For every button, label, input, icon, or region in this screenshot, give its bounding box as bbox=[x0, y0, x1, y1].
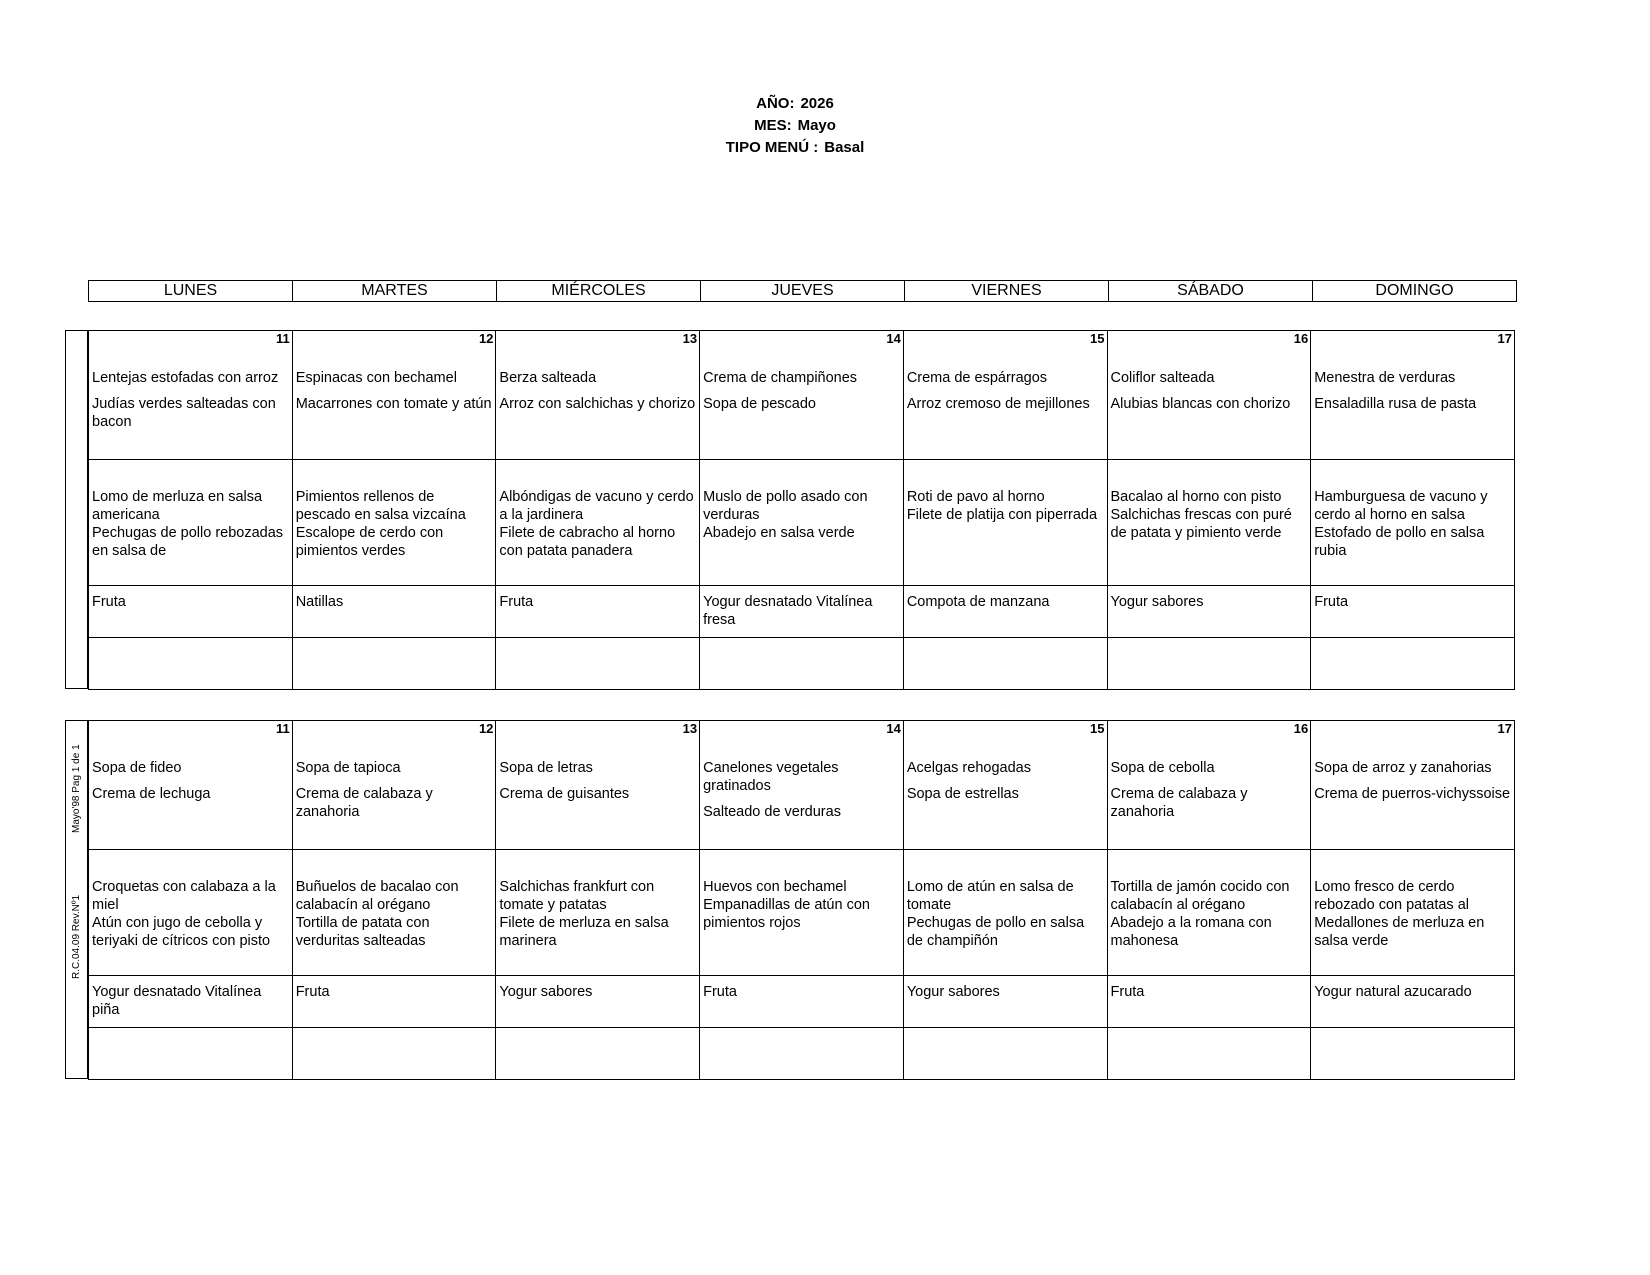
second-course-alt-dish: Tortilla de patata con verduritas salteadas bbox=[295, 915, 430, 949]
second-course-dish: Hamburguesa de vacuno y cerdo al horno en salsa bbox=[1314, 489, 1488, 523]
day-number: 13 bbox=[682, 331, 698, 346]
second-course-alt-dish: Abadejo a la romana con mahonesa bbox=[1110, 915, 1272, 949]
first-course-alt-dish: Crema de calabaza y zanahoria bbox=[1110, 786, 1248, 820]
second-course-cell bbox=[496, 850, 700, 976]
second-course-dish: Lomo fresco de cerdo rebozado con patatas al bbox=[1314, 879, 1469, 913]
dessert: Yogur desnatado Vitalínea fresa bbox=[703, 594, 873, 628]
empty-cell bbox=[1311, 638, 1515, 690]
dessert-cell bbox=[496, 586, 700, 638]
dessert-cell bbox=[1107, 976, 1311, 1028]
dessert-cell bbox=[292, 586, 496, 638]
first-course-dish: Acelgas rehogadas bbox=[906, 760, 1031, 776]
first-course-dish: Canelones vegetales gratinados bbox=[703, 760, 839, 794]
dessert-items bbox=[89, 983, 292, 1019]
second-course-items bbox=[1311, 488, 1514, 560]
first-course-cell bbox=[903, 331, 1107, 460]
first-course-alt-dish: Crema de puerros-vichyssoise bbox=[1314, 786, 1511, 802]
dessert: Yogur sabores bbox=[1110, 594, 1204, 610]
second-course-alt-dish: Pechugas de pollo en salsa de champiñón bbox=[906, 915, 1085, 949]
first-course-items bbox=[89, 369, 292, 431]
second-course-alt-dish: Pechugas de pollo rebozadas en salsa de bbox=[92, 525, 284, 559]
month-value: Mayo bbox=[797, 117, 836, 134]
dessert: Fruta bbox=[499, 594, 534, 610]
dessert: Fruta bbox=[703, 984, 737, 1000]
dessert-cell bbox=[903, 976, 1107, 1028]
first-course-items bbox=[700, 759, 903, 821]
dessert-items bbox=[700, 983, 903, 1001]
empty-cell bbox=[89, 638, 293, 690]
dessert: Compota de manzana bbox=[906, 594, 1050, 610]
first-course-cell bbox=[292, 721, 496, 850]
dessert: Fruta bbox=[295, 984, 330, 1000]
dessert-items bbox=[1311, 983, 1514, 1001]
dessert-cell bbox=[700, 586, 904, 638]
dessert-cell bbox=[496, 976, 700, 1028]
dessert-items bbox=[1108, 593, 1311, 611]
first-course-cell bbox=[1311, 721, 1515, 850]
second-course-cell bbox=[903, 850, 1107, 976]
dessert: Yogur sabores bbox=[499, 984, 593, 1000]
first-course-alt-dish: Alubias blancas con chorizo bbox=[1110, 396, 1291, 412]
first-course-cell bbox=[1311, 331, 1515, 460]
second-course-dish: Huevos con bechamel bbox=[703, 879, 847, 895]
second-course-items bbox=[293, 488, 496, 560]
first-course-dish: Sopa de fideo bbox=[92, 760, 182, 776]
second-course-dish: Croquetas con calabaza a la miel bbox=[92, 879, 276, 913]
first-course-items bbox=[1108, 369, 1311, 413]
first-course-alt-dish: Crema de calabaza y zanahoria bbox=[295, 786, 433, 820]
dessert-cell bbox=[1311, 976, 1515, 1028]
first-course-alt-dish: Judías verdes salteadas con bacon bbox=[92, 396, 276, 430]
first-course-cell bbox=[700, 721, 904, 850]
second-course-cell bbox=[700, 460, 904, 586]
weekday-2: MARTES bbox=[293, 281, 497, 302]
first-course-alt-dish: Salteado de verduras bbox=[703, 804, 841, 820]
day-number: 12 bbox=[478, 721, 494, 736]
second-course-cell bbox=[1311, 850, 1515, 976]
day-number: 17 bbox=[1497, 721, 1512, 736]
dessert-items bbox=[1108, 983, 1311, 1001]
dessert-cell bbox=[1107, 586, 1311, 638]
second-course-alt-dish: Medallones de merluza en salsa verde bbox=[1314, 915, 1485, 949]
second-course-items bbox=[496, 488, 699, 560]
second-course-alt-dish: Filete de merluza en salsa marinera bbox=[499, 915, 669, 949]
day-number: 15 bbox=[1090, 331, 1105, 346]
second-course-cell bbox=[89, 460, 293, 586]
menu-type-value: Basal bbox=[824, 139, 865, 156]
first-course-dish: Menestra de verduras bbox=[1314, 370, 1456, 386]
day-number: 15 bbox=[1090, 721, 1105, 736]
second-course-items bbox=[1108, 878, 1311, 950]
empty-cell bbox=[292, 638, 496, 690]
day-number: 16 bbox=[1293, 721, 1309, 736]
empty-cell bbox=[700, 638, 904, 690]
dessert-cell bbox=[700, 976, 904, 1028]
first-course-cell bbox=[1107, 721, 1311, 850]
first-course-items bbox=[904, 369, 1107, 413]
dessert-cell bbox=[292, 976, 496, 1028]
first-course-items bbox=[496, 759, 699, 803]
second-course-items bbox=[293, 878, 496, 950]
first-course-dish: Sopa de tapioca bbox=[295, 760, 401, 776]
second-course-alt-dish: Estofado de pollo en salsa rubia bbox=[1314, 525, 1485, 559]
empty-cell bbox=[1107, 1028, 1311, 1080]
second-course-dish: Albóndigas de vacuno y cerdo a la jardinera bbox=[499, 489, 694, 523]
second-course-items bbox=[89, 878, 292, 950]
dessert: Yogur desnatado Vitalínea piña bbox=[92, 984, 262, 1018]
first-course-items bbox=[496, 369, 699, 413]
second-course-items bbox=[904, 488, 1107, 524]
dessert-cell bbox=[1311, 586, 1515, 638]
first-course-cell bbox=[496, 331, 700, 460]
second-course-cell bbox=[89, 850, 293, 976]
day-number: 13 bbox=[682, 721, 698, 736]
first-course-dish: Sopa de cebolla bbox=[1110, 760, 1215, 776]
first-course-cell bbox=[89, 331, 293, 460]
second-course-items bbox=[1311, 878, 1514, 950]
second-course-cell bbox=[700, 850, 904, 976]
dessert-cell bbox=[89, 586, 293, 638]
second-course-items bbox=[700, 488, 903, 542]
weekday-5: VIERNES bbox=[905, 281, 1109, 302]
day-number: 11 bbox=[275, 721, 290, 736]
weekday-6: SÁBADO bbox=[1109, 281, 1313, 302]
first-course-cell bbox=[89, 721, 293, 850]
side-note-top: Mayo'98 Pag 1 de 1 bbox=[71, 744, 82, 833]
second-course-dish: Salchichas frankfurt con tomate y patatas bbox=[499, 879, 655, 913]
dessert-cell bbox=[903, 586, 1107, 638]
empty-cell bbox=[1107, 638, 1311, 690]
weekday-header bbox=[88, 280, 1517, 302]
first-course-items bbox=[89, 759, 292, 803]
second-course-alt-dish: Filete de platija con piperrada bbox=[906, 507, 1098, 523]
dessert: Fruta bbox=[1110, 984, 1145, 1000]
dessert-items bbox=[496, 593, 699, 611]
dessert: Fruta bbox=[1314, 594, 1349, 610]
second-course-dish: Muslo de pollo asado con verduras bbox=[703, 489, 868, 523]
empty-cell bbox=[89, 1028, 293, 1080]
second-course-cell bbox=[1311, 460, 1515, 586]
first-course-dish: Crema de champiñones bbox=[703, 370, 858, 386]
first-course-alt-dish: Ensaladilla rusa de pasta bbox=[1314, 396, 1477, 412]
side-note-bottom: R.C.04.09 Rev.Nº1 bbox=[71, 894, 82, 979]
dessert: Yogur sabores bbox=[906, 984, 1000, 1000]
empty-cell bbox=[496, 638, 700, 690]
second-course-alt-dish: Filete de cabracho al horno con patata panadera bbox=[499, 525, 676, 559]
second-course-alt-dish: Salchichas frescas con puré de patata y pimiento verde bbox=[1110, 507, 1292, 541]
year-line bbox=[0, 93, 1590, 115]
empty-cell bbox=[903, 638, 1107, 690]
second-course-items bbox=[700, 878, 903, 932]
second-course-alt-dish: Empanadillas de atún con pimientos rojos bbox=[703, 897, 870, 931]
first-course-cell bbox=[700, 331, 904, 460]
dessert-items bbox=[293, 983, 496, 1001]
second-course-dish: Lomo de merluza en salsa americana bbox=[92, 489, 263, 523]
second-course-cell bbox=[1107, 850, 1311, 976]
day-number: 14 bbox=[886, 721, 901, 736]
weekday-3: MIÉRCOLES bbox=[497, 281, 701, 302]
day-number: 12 bbox=[478, 331, 494, 346]
day-number: 16 bbox=[1293, 331, 1309, 346]
first-course-items bbox=[1311, 759, 1514, 803]
side-strip bbox=[65, 720, 88, 1079]
weekday-7: DOMINGO bbox=[1313, 281, 1517, 302]
day-number: 11 bbox=[275, 331, 290, 346]
dessert: Yogur natural azucarado bbox=[1314, 984, 1472, 1000]
empty-cell bbox=[1311, 1028, 1515, 1080]
first-course-dish: Berza salteada bbox=[499, 370, 597, 386]
first-course-alt-dish: Arroz cremoso de mejillones bbox=[906, 396, 1090, 412]
year-label: AÑO: bbox=[756, 95, 795, 112]
first-course-dish: Coliflor salteada bbox=[1110, 370, 1215, 386]
second-course-items bbox=[904, 878, 1107, 950]
first-course-dish: Sopa de letras bbox=[499, 760, 593, 776]
dessert-items bbox=[293, 593, 496, 611]
first-course-alt-dish: Sopa de estrellas bbox=[906, 786, 1019, 802]
menu-grid bbox=[88, 720, 1515, 1080]
second-course-items bbox=[1108, 488, 1311, 542]
weekday-1: LUNES bbox=[89, 281, 293, 302]
first-course-items bbox=[293, 369, 496, 413]
dessert-items bbox=[904, 593, 1107, 611]
weekday-4: JUEVES bbox=[701, 281, 905, 302]
second-course-cell bbox=[903, 460, 1107, 586]
second-course-dish: Bacalao al horno con pisto bbox=[1110, 489, 1282, 505]
first-course-dish: Lentejas estofadas con arroz bbox=[92, 370, 279, 386]
first-course-items bbox=[700, 369, 903, 413]
first-course-dish: Espinacas con bechamel bbox=[295, 370, 457, 386]
second-course-dish: Roti de pavo al horno bbox=[906, 489, 1045, 505]
day-number: 17 bbox=[1497, 331, 1512, 346]
first-course-dish: Crema de espárragos bbox=[906, 370, 1048, 386]
dessert-items bbox=[496, 983, 699, 1001]
dessert-items bbox=[904, 983, 1107, 1001]
second-course-items bbox=[89, 488, 292, 560]
dessert-cell bbox=[89, 976, 293, 1028]
first-course-alt-dish: Crema de guisantes bbox=[499, 786, 630, 802]
first-course-cell bbox=[292, 331, 496, 460]
empty-cell bbox=[700, 1028, 904, 1080]
menu-type-label: TIPO MENÚ : bbox=[725, 139, 819, 156]
menu-header bbox=[0, 93, 1590, 159]
first-course-alt-dish: Macarrones con tomate y atún bbox=[295, 396, 492, 412]
empty-cell bbox=[496, 1028, 700, 1080]
second-course-alt-dish: Abadejo en salsa verde bbox=[703, 525, 855, 541]
month-line bbox=[0, 115, 1590, 137]
first-course-alt-dish: Sopa de pescado bbox=[703, 396, 816, 412]
first-course-dish: Sopa de arroz y zanahorias bbox=[1314, 760, 1492, 776]
dessert: Natillas bbox=[295, 594, 344, 610]
second-course-dish: Pimientos rellenos de pescado en salsa vizcaína bbox=[295, 489, 466, 523]
second-course-cell bbox=[1107, 460, 1311, 586]
first-course-cell bbox=[1107, 331, 1311, 460]
first-course-cell bbox=[496, 721, 700, 850]
side-strip bbox=[65, 330, 88, 689]
second-course-cell bbox=[292, 850, 496, 976]
first-course-items bbox=[1311, 369, 1514, 413]
second-course-cell bbox=[292, 460, 496, 586]
empty-cell bbox=[292, 1028, 496, 1080]
second-course-alt-dish: Atún con jugo de cebolla y teriyaki de cítricos con pisto bbox=[92, 915, 271, 949]
menu-grid bbox=[88, 330, 1515, 690]
second-course-dish: Buñuelos de bacalao con calabacín al orégano bbox=[295, 879, 459, 913]
first-course-alt-dish: Crema de lechuga bbox=[92, 786, 211, 802]
month-label: MES: bbox=[754, 117, 792, 134]
dessert: Fruta bbox=[92, 594, 126, 610]
dessert-items bbox=[89, 593, 292, 611]
second-course-dish: Tortilla de jamón cocido con calabacín al orégano bbox=[1110, 879, 1290, 913]
dessert-items bbox=[700, 593, 903, 629]
first-course-alt-dish: Arroz con salchichas y chorizo bbox=[499, 396, 696, 412]
year-value: 2026 bbox=[800, 95, 834, 112]
first-course-items bbox=[293, 759, 496, 821]
second-course-items bbox=[496, 878, 699, 950]
second-course-alt-dish: Escalope de cerdo con pimientos verdes bbox=[295, 525, 444, 559]
day-number: 14 bbox=[886, 331, 901, 346]
empty-cell bbox=[903, 1028, 1107, 1080]
second-course-cell bbox=[496, 460, 700, 586]
first-course-items bbox=[1108, 759, 1311, 821]
first-course-items bbox=[904, 759, 1107, 803]
dessert-items bbox=[1311, 593, 1514, 611]
second-course-dish: Lomo de atún en salsa de tomate bbox=[906, 879, 1074, 913]
first-course-cell bbox=[903, 721, 1107, 850]
menu-type-line bbox=[0, 137, 1590, 159]
